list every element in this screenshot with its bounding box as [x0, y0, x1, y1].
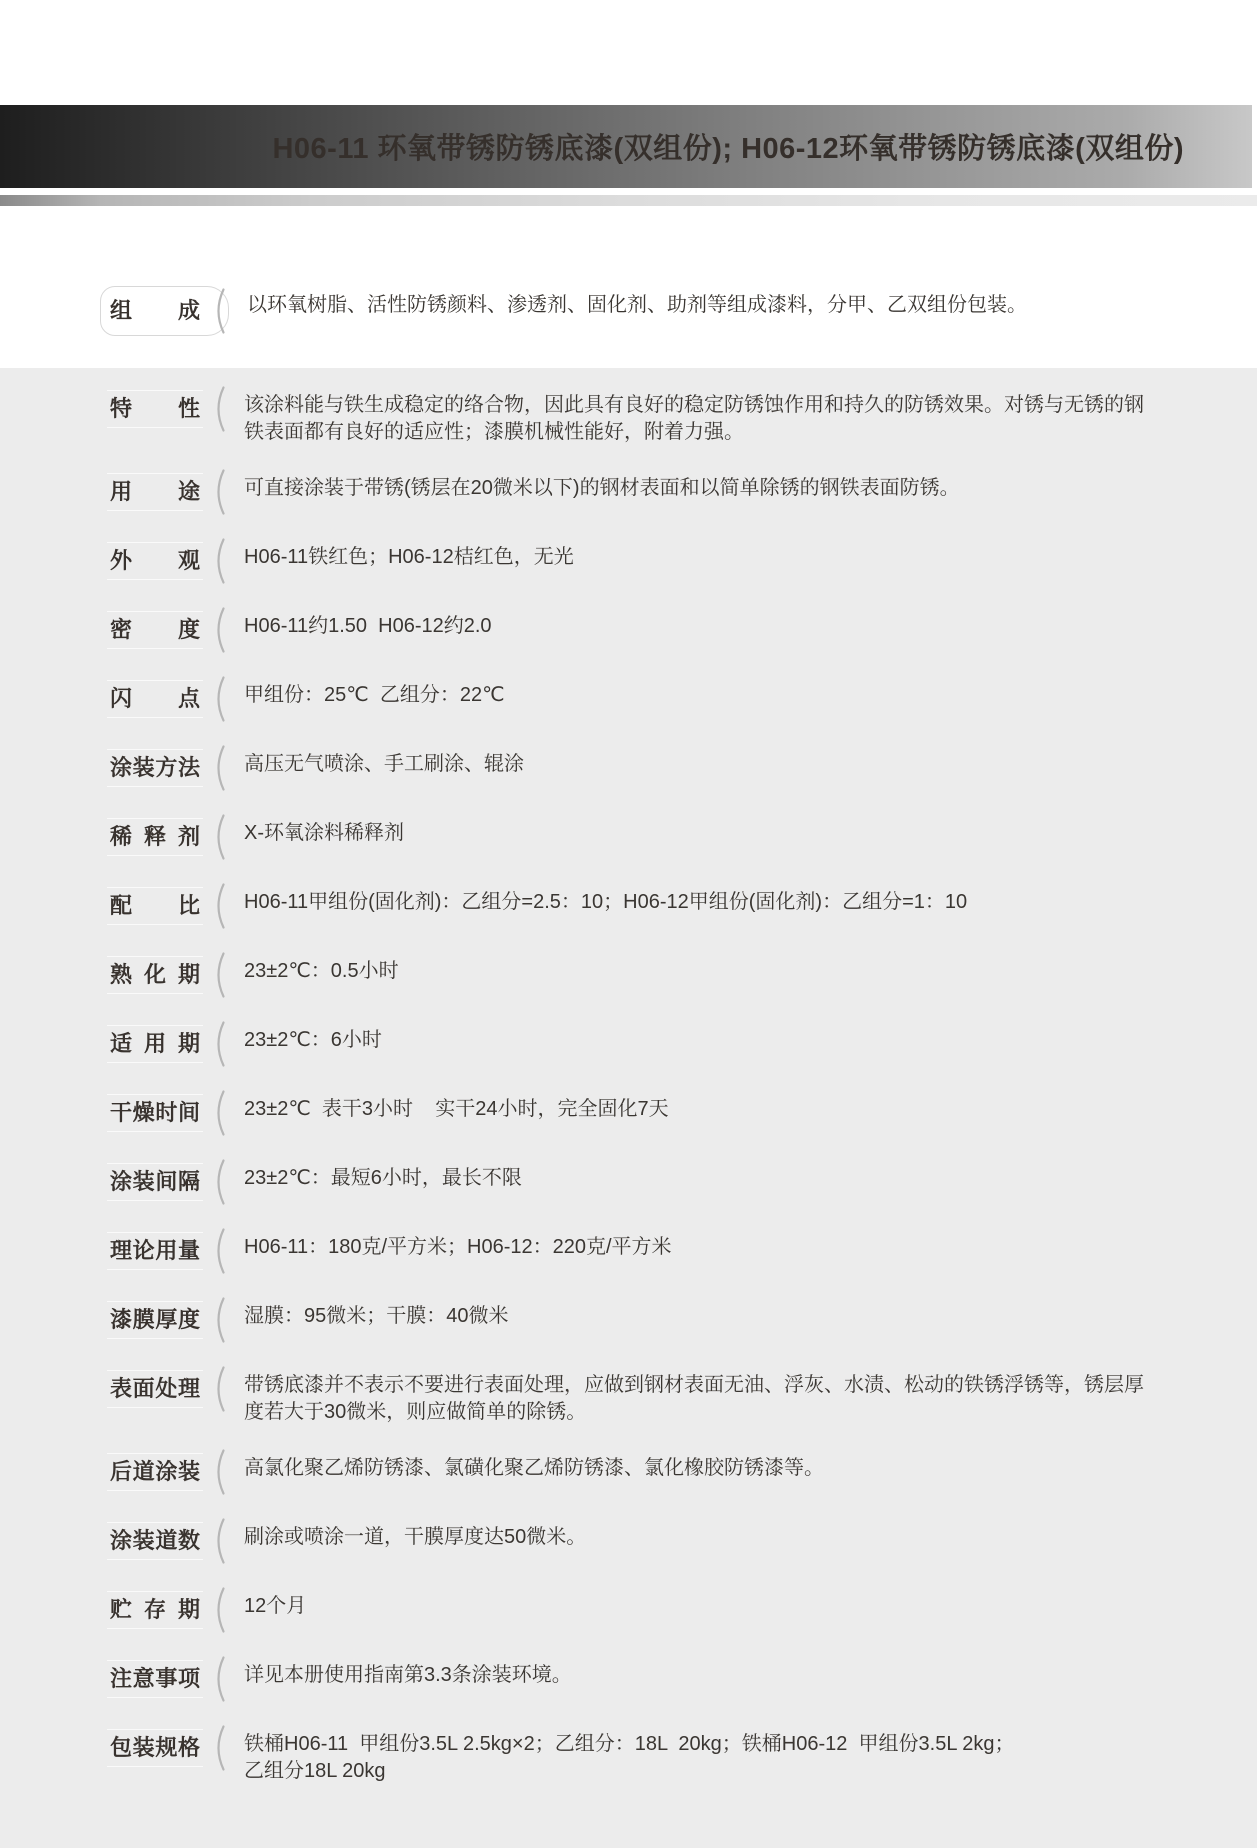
spec-label: 表面处理	[107, 1370, 203, 1408]
spec-value: 铁桶H06-11 甲组份3.5L 2.5kg×2；乙组分：18L 20kg；铁桶H06-12 甲组份3.5L 2kg； 乙组分18L 20kg	[244, 1733, 1015, 1782]
spec-value: H06-11约1.50 H06-12约2.0	[244, 615, 492, 637]
spec-row	[107, 1228, 1257, 1274]
open-paren-icon	[211, 952, 226, 998]
spec-label-box	[107, 1228, 226, 1274]
spec-label: 涂装方法	[107, 749, 203, 787]
spec-row	[107, 1518, 1257, 1564]
composition-section	[0, 206, 1257, 368]
header-band	[0, 105, 1252, 188]
spec-label: 配比	[107, 887, 203, 925]
open-paren-icon	[211, 883, 226, 929]
spec-value: H06-11：180克/平方米；H06-12：220克/平方米	[244, 1236, 672, 1258]
spec-label-box	[107, 1725, 226, 1771]
spec-label: 闪点	[107, 680, 203, 718]
spec-value: 12个月	[244, 1595, 307, 1617]
spec-label-box	[107, 1449, 226, 1495]
spec-label-box	[107, 952, 226, 998]
spec-value: 刷涂或喷涂一道，干膜厚度达50微米。	[244, 1526, 587, 1548]
spec-row	[107, 1587, 1257, 1633]
spec-label-box	[107, 883, 226, 929]
spec-row	[107, 1449, 1257, 1495]
spec-label-box	[107, 469, 226, 515]
spec-label: 外观	[107, 542, 203, 580]
spec-label: 涂装道数	[107, 1522, 203, 1560]
open-paren-icon	[211, 1449, 226, 1495]
spec-label-box	[107, 1021, 226, 1067]
spec-value: 23±2℃：最短6小时，最长不限	[244, 1167, 522, 1189]
spec-row	[107, 745, 1257, 791]
open-paren-icon	[211, 1725, 226, 1771]
spec-value: X-环氧涂料稀释剂	[244, 822, 404, 844]
spec-value: 甲组份：25℃ 乙组分：22℃	[244, 684, 505, 706]
spec-row	[107, 607, 1257, 653]
spec-value: 23±2℃：6小时	[244, 1029, 382, 1051]
spec-label-box	[107, 745, 226, 791]
open-paren-icon	[211, 288, 226, 334]
spec-label-box	[107, 1159, 226, 1205]
spec-value: 可直接涂装于带锈(锈层在20微米以下)的钢材表面和以简单除锈的钢铁表面防锈。	[244, 477, 960, 499]
spec-table	[0, 368, 1257, 1848]
spec-value: 该涂料能与铁生成稳定的络合物，因此具有良好的稳定防锈蚀作用和持久的防锈效果。对锈与无锈的钢铁表面都有良好的适应性；漆膜机械性能好，附着力强。	[244, 394, 1144, 443]
spec-row	[107, 386, 1257, 446]
spec-row	[107, 1159, 1257, 1205]
spec-value: 高氯化聚乙烯防锈漆、氯磺化聚乙烯防锈漆、氯化橡胶防锈漆等。	[244, 1457, 824, 1479]
spec-row	[107, 1021, 1257, 1067]
spec-label: 漆膜厚度	[107, 1301, 203, 1339]
open-paren-icon	[211, 469, 226, 515]
header-accent-strip	[0, 195, 1257, 206]
open-paren-icon	[211, 1366, 226, 1412]
spec-label: 特性	[107, 390, 203, 428]
page-title: H06-11 环氧带锈防锈底漆(双组份); H06-12环氧带锈防锈底漆(双组份)	[272, 133, 1184, 165]
spec-label: 组成	[110, 298, 200, 323]
spec-row	[107, 883, 1257, 929]
spec-label: 理论用量	[107, 1232, 203, 1270]
spec-row	[107, 538, 1257, 584]
spec-label: 涂装间隔	[107, 1163, 203, 1201]
spec-label: 稀释剂	[107, 818, 203, 856]
spec-label-box	[100, 286, 229, 336]
spec-label: 包装规格	[107, 1729, 203, 1767]
spec-label: 注意事项	[107, 1660, 203, 1698]
spec-label-box	[107, 814, 226, 860]
spec-label-box	[107, 1090, 226, 1136]
spec-label-box	[107, 538, 226, 584]
spec-row	[107, 1297, 1257, 1343]
open-paren-icon	[211, 386, 226, 432]
open-paren-icon	[211, 1297, 226, 1343]
spec-value: 以环氧树脂、活性防锈颜料、渗透剂、固化剂、助剂等组成漆料，分甲、乙双组份包装。	[247, 294, 1027, 316]
spec-label: 密度	[107, 611, 203, 649]
open-paren-icon	[211, 1587, 226, 1633]
open-paren-icon	[211, 1656, 226, 1702]
open-paren-icon	[211, 1228, 226, 1274]
spec-value: H06-11铁红色；H06-12桔红色，无光	[244, 546, 574, 568]
spec-row	[107, 1725, 1257, 1785]
spec-label-box	[107, 1518, 226, 1564]
spec-row	[107, 469, 1257, 515]
open-paren-icon	[211, 607, 226, 653]
spec-row	[107, 676, 1257, 722]
spec-label: 熟化期	[107, 956, 203, 994]
spec-row	[107, 1366, 1257, 1426]
spec-label-box	[107, 676, 226, 722]
spec-value: 详见本册使用指南第3.3条涂装环境。	[244, 1664, 572, 1686]
spec-value: 湿膜：95微米；干膜：40微米	[244, 1305, 509, 1327]
spec-row	[107, 814, 1257, 860]
spec-value: 23±2℃ 表干3小时 实干24小时，完全固化7天	[244, 1098, 669, 1120]
open-paren-icon	[211, 1518, 226, 1564]
spec-label: 贮存期	[107, 1591, 203, 1629]
spec-value: 23±2℃：0.5小时	[244, 960, 399, 982]
open-paren-icon	[211, 814, 226, 860]
open-paren-icon	[211, 538, 226, 584]
open-paren-icon	[211, 1159, 226, 1205]
open-paren-icon	[211, 1090, 226, 1136]
open-paren-icon	[211, 745, 226, 791]
spec-label-box	[107, 1297, 226, 1343]
spec-label-box	[107, 386, 226, 432]
spec-label-box	[107, 607, 226, 653]
spec-value: 高压无气喷涂、手工刷涂、辊涂	[244, 753, 524, 775]
spec-label: 干燥时间	[107, 1094, 203, 1132]
spec-label-box	[107, 1587, 226, 1633]
spec-value: H06-11甲组份(固化剂)：乙组分=2.5：10；H06-12甲组份(固化剂)：乙组分=1：10	[244, 891, 968, 913]
spec-label: 后道涂装	[107, 1453, 203, 1491]
spec-value: 带锈底漆并不表示不要进行表面处理，应做到钢材表面无油、浮灰、水渍、松动的铁锈浮锈等，锈层厚度若大于30微米，则应做简单的除锈。	[244, 1374, 1144, 1423]
spec-label: 适用期	[107, 1025, 203, 1063]
open-paren-icon	[211, 676, 226, 722]
spec-row	[107, 1090, 1257, 1136]
spec-label-box	[107, 1366, 226, 1412]
spec-row	[107, 1656, 1257, 1702]
spec-row	[107, 286, 1257, 336]
spec-label: 用途	[107, 473, 203, 511]
spec-label-box	[107, 1656, 226, 1702]
open-paren-icon	[211, 1021, 226, 1067]
spec-row	[107, 952, 1257, 998]
